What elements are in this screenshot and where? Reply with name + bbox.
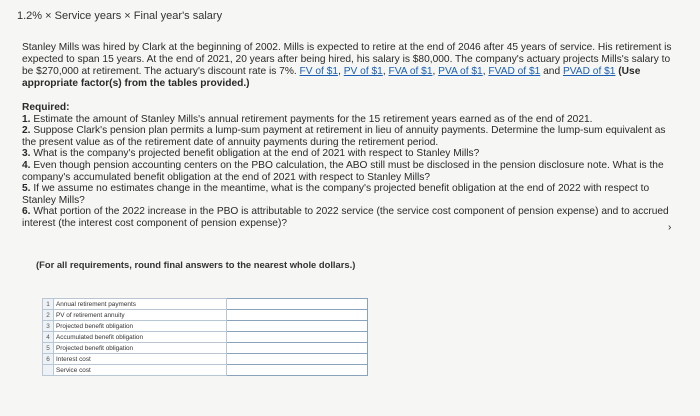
requirement-3: 3. What is the company's projected benefit obligation at the end of 2021 with respect to Stanley Mills? <box>22 148 480 160</box>
answer-table <box>42 298 368 376</box>
requirement-6: 6. What portion of the 2022 increase in the PBO is attributable to 2022 service (the service cost component of pension expense) and to accrued interest (the interest cost component of pension expense)? <box>22 206 669 229</box>
link-fvad[interactable]: FVAD of $1 <box>488 66 541 77</box>
required-title: Required: <box>22 102 70 113</box>
link-pva[interactable]: PVA of $1 <box>438 66 483 77</box>
chevron-right-icon: › <box>668 222 672 233</box>
table-row: 1 Annual retirement payments <box>43 299 368 310</box>
requirements-section <box>22 102 677 230</box>
row-label: PV of retirement annuity <box>54 310 227 321</box>
row-label: Annual retirement payments <box>54 299 227 310</box>
link-pvad[interactable]: PVAD of $1 <box>562 66 616 77</box>
row-label: Service cost <box>54 365 227 376</box>
table-row: 6 Interest cost <box>43 354 368 365</box>
instruction-text: (Use appropriate factor(s) from the tables provided.) <box>22 66 641 89</box>
answer-input[interactable] <box>227 310 368 321</box>
table-row: 3 Projected benefit obligation <box>43 321 368 332</box>
link-fva[interactable]: FVA of $1 <box>388 66 433 77</box>
row-label: Accumulated benefit obligation <box>54 332 227 343</box>
row-label: Projected benefit obligation <box>54 321 227 332</box>
formula-heading: 1.2% × Service years × Final year's salary <box>17 10 223 22</box>
link-fv[interactable]: FV of $1 <box>299 66 339 77</box>
requirement-5: 5. If we assume no estimates change in the meantime, what is the company's projected benefit obligation at the end of 2022 with respect to Stanley Mills? <box>22 183 650 206</box>
requirement-1: 1. Estimate the amount of Stanley Mills's annual retirement payments for the 15 retirement years earned as of the end of 2021. <box>22 113 593 125</box>
answer-input[interactable] <box>227 321 368 332</box>
table-row: 2 PV of retirement annuity <box>43 310 368 321</box>
answer-input[interactable] <box>227 299 368 310</box>
answer-input[interactable] <box>227 343 368 354</box>
link-pv[interactable]: PV of $1 <box>343 66 383 77</box>
answer-input[interactable] <box>227 365 368 376</box>
rounding-note: (For all requirements, round final answers to the nearest whole dollars.) <box>36 259 356 270</box>
row-label: Projected benefit obligation <box>54 343 227 354</box>
requirement-4: 4. Even though pension accounting centers on the PBO calculation, the ABO still must be disclosed in the pension disclosure note. What is the company's accumulated benefit obligation at the end of 2021 with respect to Stanley Mills? <box>22 159 664 183</box>
problem-text: Stanley Mills was hired by Clark at the beginning of 2002. Mills is expected to retire at the end of 2046 after 45 years of service. His retirement is expected to span 15 years. At the end of 2021, 20 years after being hired, his salary is $80,000. The company's actuary projects Mills's salary to be $270,000 at retirement. The actuary's discount rate is 7%. <box>22 42 672 77</box>
problem-paragraph: Stanley Mills was hired by Clark at the beginning of 2002. Mills is expected to retire at the end of 2046 after 45 years of service. His retirement is expected to span 15 years. At the end of 2021, 20 years after being hired, his salary is $80,000. The company's actuary projects Mills's salary to be $270,000 at retirement. The actuary's discount rate is 7%. FV of $1, PV of $1, FVA of $1, PVA of $1, FVAD of $1 and PVAD of $1 (Use appropriate factor(s) from the tables provided.) <box>22 42 672 89</box>
table-row <box>43 365 368 376</box>
answer-input[interactable] <box>227 354 368 365</box>
requirement-2: 2. Suppose Clark's pension plan permits a lump-sum payment at retirement in lieu of annuity payments. Determine the lump-sum equivalent as the present value as of the retirement date of annuity payments during the retirement period. <box>22 125 666 148</box>
table-row: 4 Accumulated benefit obligation <box>43 332 368 343</box>
answer-input[interactable] <box>227 332 368 343</box>
table-row: 5 Projected benefit obligation <box>43 343 368 354</box>
row-label: Interest cost <box>54 354 227 365</box>
